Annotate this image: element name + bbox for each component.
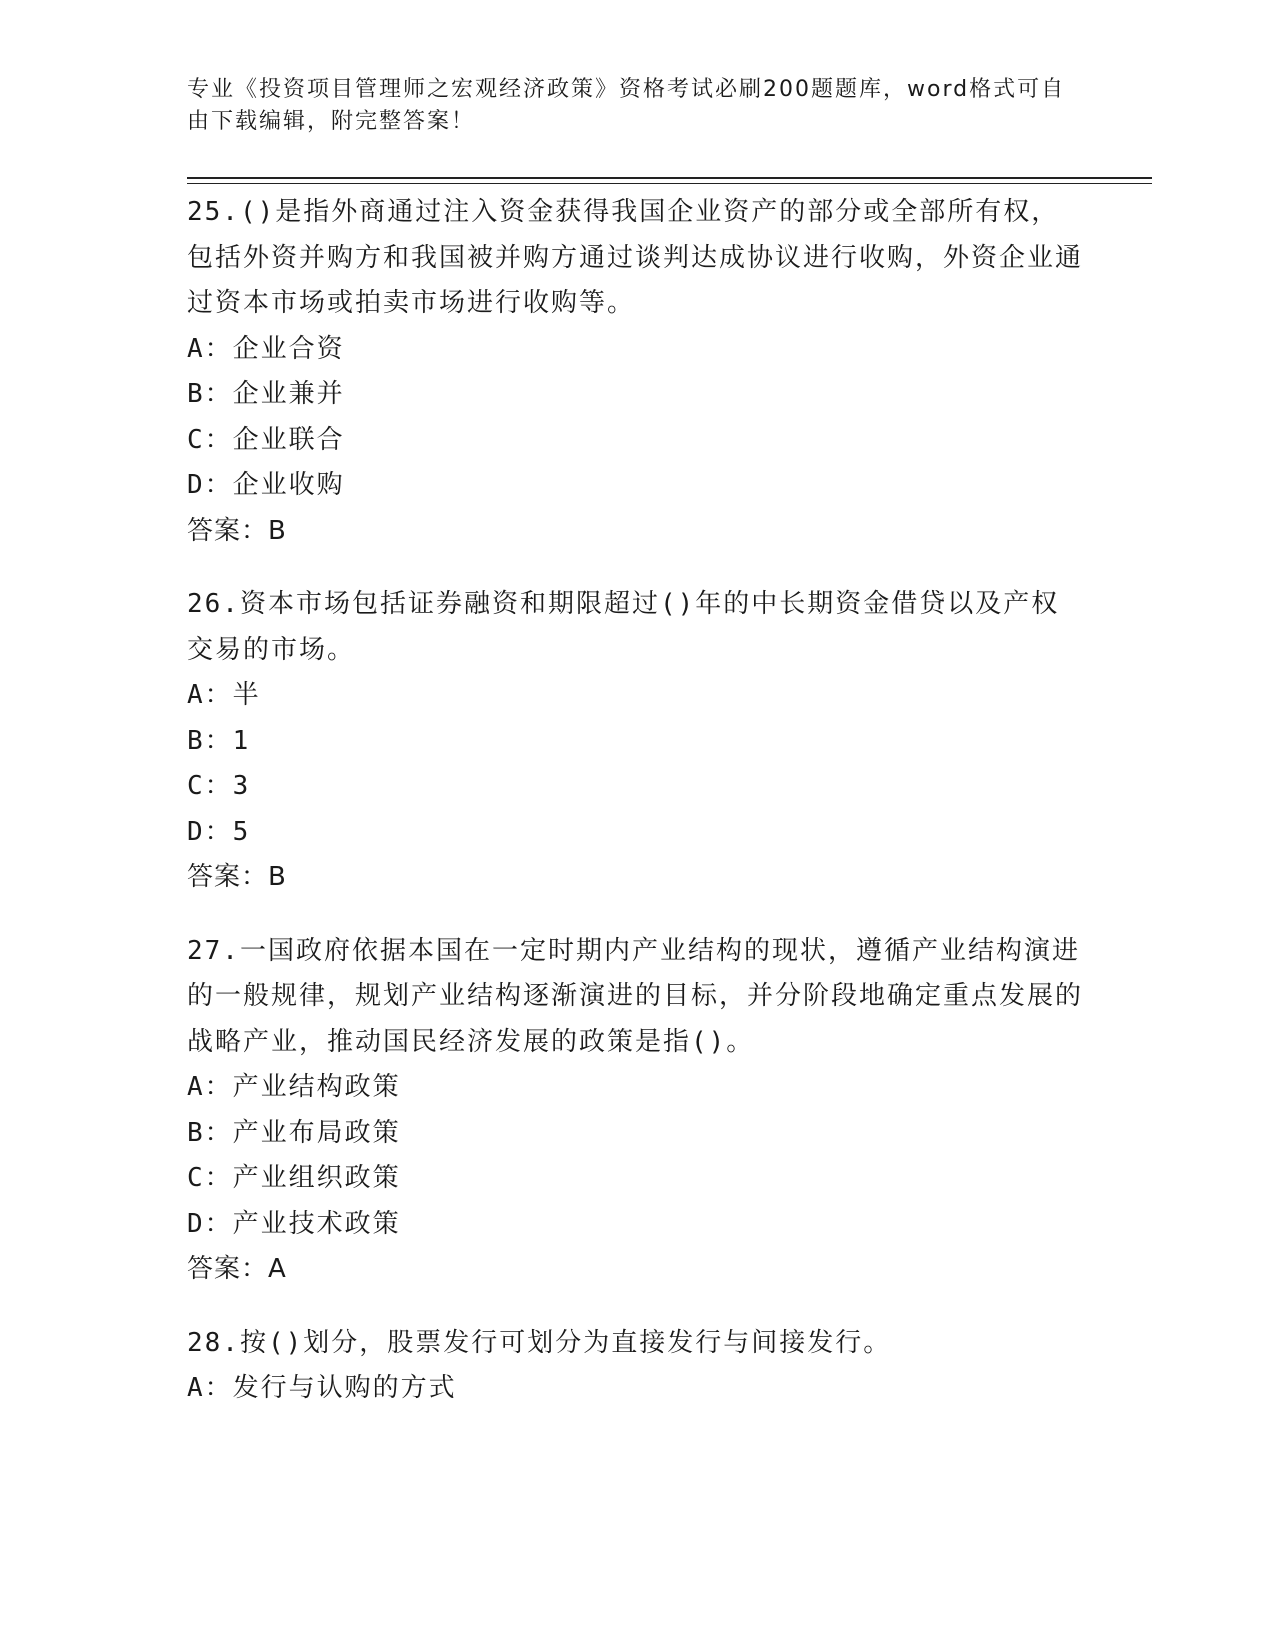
question-text: 25.()是指外商通过注入资金获得我国企业资产的部分或全部所有权，包括外资并购方和我国被并购方通过谈判达成协议进行收购，外资企业通过资本市场或拍卖市场进行收购等。	[187, 197, 1084, 318]
question-28	[187, 1321, 1087, 1412]
option-d: D：企业收购	[187, 470, 345, 500]
question-list	[187, 190, 1087, 1440]
question-26	[187, 582, 1087, 901]
option-b: B：1	[187, 725, 251, 756]
header-divider-thick	[187, 177, 1152, 179]
option-c: C：3	[187, 771, 251, 801]
question-text: 26.资本市场包括证券融资和期限超过()年的中长期资金借贷以及产权交易的市场。	[187, 589, 1060, 665]
answer-line: 答案：A	[187, 1254, 287, 1284]
header-divider-thin	[187, 183, 1152, 184]
option-b: B：企业兼并	[187, 379, 345, 409]
page-header: 专业《投资项目管理师之宏观经济政策》资格考试必刷200题题库，word格式可自由下载编辑，附完整答案！	[187, 77, 1066, 134]
option-b: B：产业布局政策	[187, 1117, 401, 1148]
question-text: 28.按()划分，股票发行可划分为直接发行与间接发行。	[187, 1327, 892, 1358]
option-a: A：发行与认购的方式	[187, 1373, 457, 1403]
question-text: 27.一国政府依据本国在一定时期内产业结构的现状，遵循产业结构演进的一般规律，规划产业结构逐渐演进的目标，并分阶段地确定重点发展的战略产业，推动国民经济发展的政策是指()。	[187, 935, 1084, 1057]
option-c: C：产业组织政策	[187, 1163, 401, 1193]
question-25	[187, 190, 1087, 554]
question-27	[187, 929, 1087, 1293]
option-a: A：产业结构政策	[187, 1072, 401, 1102]
answer-line: 答案：B	[187, 515, 287, 546]
answer-line: 答案：B	[187, 862, 287, 892]
option-a: A：企业合资	[187, 333, 345, 364]
option-c: C：企业联合	[187, 424, 345, 455]
option-d: D：5	[187, 816, 251, 847]
option-a: A：半	[187, 680, 261, 710]
option-d: D：产业技术政策	[187, 1208, 401, 1239]
